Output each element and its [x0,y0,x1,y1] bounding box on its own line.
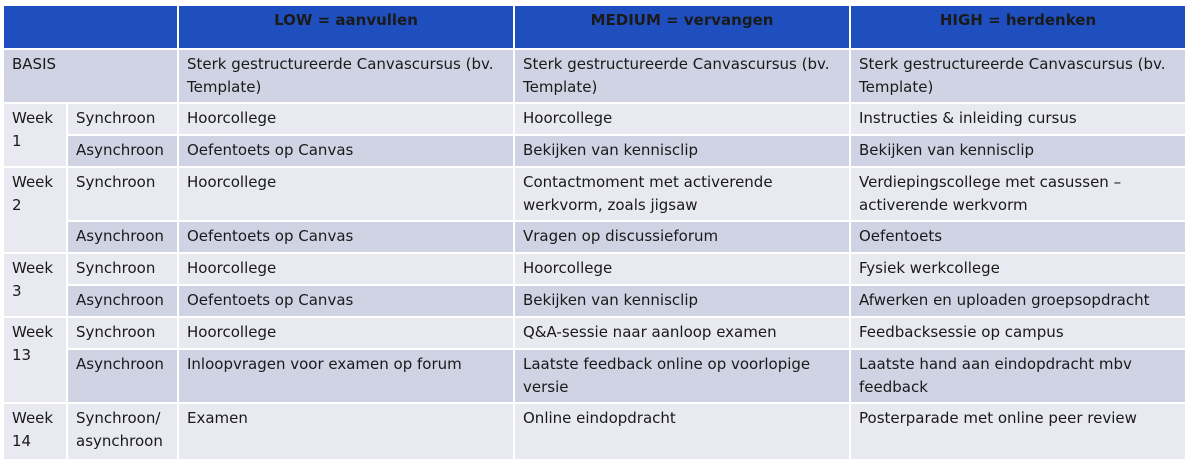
high-cell: Posterparade met online peer review [850,403,1186,460]
header-low: LOW = aanvullen [178,5,514,49]
basis-row [3,49,1186,103]
table-row [3,253,1186,285]
high-cell: Laatste hand aan eindopdracht mbv feedback [850,349,1186,403]
header-row [3,5,1186,49]
basis-medium: Sterk gestructureerde Canvascursus (bv. Template) [514,49,850,103]
low-cell: Oefentoets op Canvas [178,285,514,317]
medium-cell: Bekijken van kennisclip [514,285,850,317]
medium-cell: Contactmoment met activerende werkvorm, zoals jigsaw [514,167,850,221]
high-cell: Afwerken en uploaden groepsopdracht [850,285,1186,317]
low-cell: Hoorcollege [178,317,514,349]
table-row [3,167,1186,221]
medium-cell: Vragen op discussieforum [514,221,850,253]
table-row [3,349,1186,403]
high-cell: Instructies & inleiding cursus [850,103,1186,135]
medium-cell: Laatste feedback online op voorlopige versie [514,349,850,403]
low-cell: Hoorcollege [178,167,514,221]
week-label: Week 3 [3,253,67,317]
mode-cell: Asynchroon [67,135,178,167]
high-cell: Verdiepingscollege met casussen – activerende werkvorm [850,167,1186,221]
mode-cell: Asynchroon [67,349,178,403]
basis-high: Sterk gestructureerde Canvascursus (bv. Template) [850,49,1186,103]
low-cell: Oefentoets op Canvas [178,135,514,167]
low-cell: Oefentoets op Canvas [178,221,514,253]
week-label: Week 14 [3,403,67,460]
mode-cell: Synchroon/ asynchroon [67,403,178,460]
high-cell: Feedbacksessie op campus [850,317,1186,349]
basis-label: BASIS [3,49,178,103]
header-medium: MEDIUM = vervangen [514,5,850,49]
high-cell: Oefentoets [850,221,1186,253]
table-row [3,221,1186,253]
medium-cell: Hoorcollege [514,103,850,135]
table-row [3,403,1186,460]
week-label: Week 13 [3,317,67,403]
table-row [3,317,1186,349]
header-high: HIGH = herdenken [850,5,1186,49]
week-label: Week 2 [3,167,67,253]
medium-cell: Q&A-sessie naar aanloop examen [514,317,850,349]
low-cell: Examen [178,403,514,460]
low-cell: Hoorcollege [178,103,514,135]
low-cell: Hoorcollege [178,253,514,285]
planning-table [2,4,1187,461]
header-corner [3,5,178,49]
mode-cell: Synchroon [67,103,178,135]
table-row [3,103,1186,135]
week-label: Week 1 [3,103,67,167]
mode-cell: Synchroon [67,253,178,285]
mode-cell: Synchroon [67,167,178,221]
mode-cell: Asynchroon [67,285,178,317]
mode-cell: Asynchroon [67,221,178,253]
basis-low: Sterk gestructureerde Canvascursus (bv. Template) [178,49,514,103]
medium-cell: Online eindopdracht [514,403,850,460]
low-cell: Inloopvragen voor examen op forum [178,349,514,403]
high-cell: Fysiek werkcollege [850,253,1186,285]
high-cell: Bekijken van kennisclip [850,135,1186,167]
table-row [3,135,1186,167]
medium-cell: Hoorcollege [514,253,850,285]
table-row [3,285,1186,317]
mode-cell: Synchroon [67,317,178,349]
medium-cell: Bekijken van kennisclip [514,135,850,167]
